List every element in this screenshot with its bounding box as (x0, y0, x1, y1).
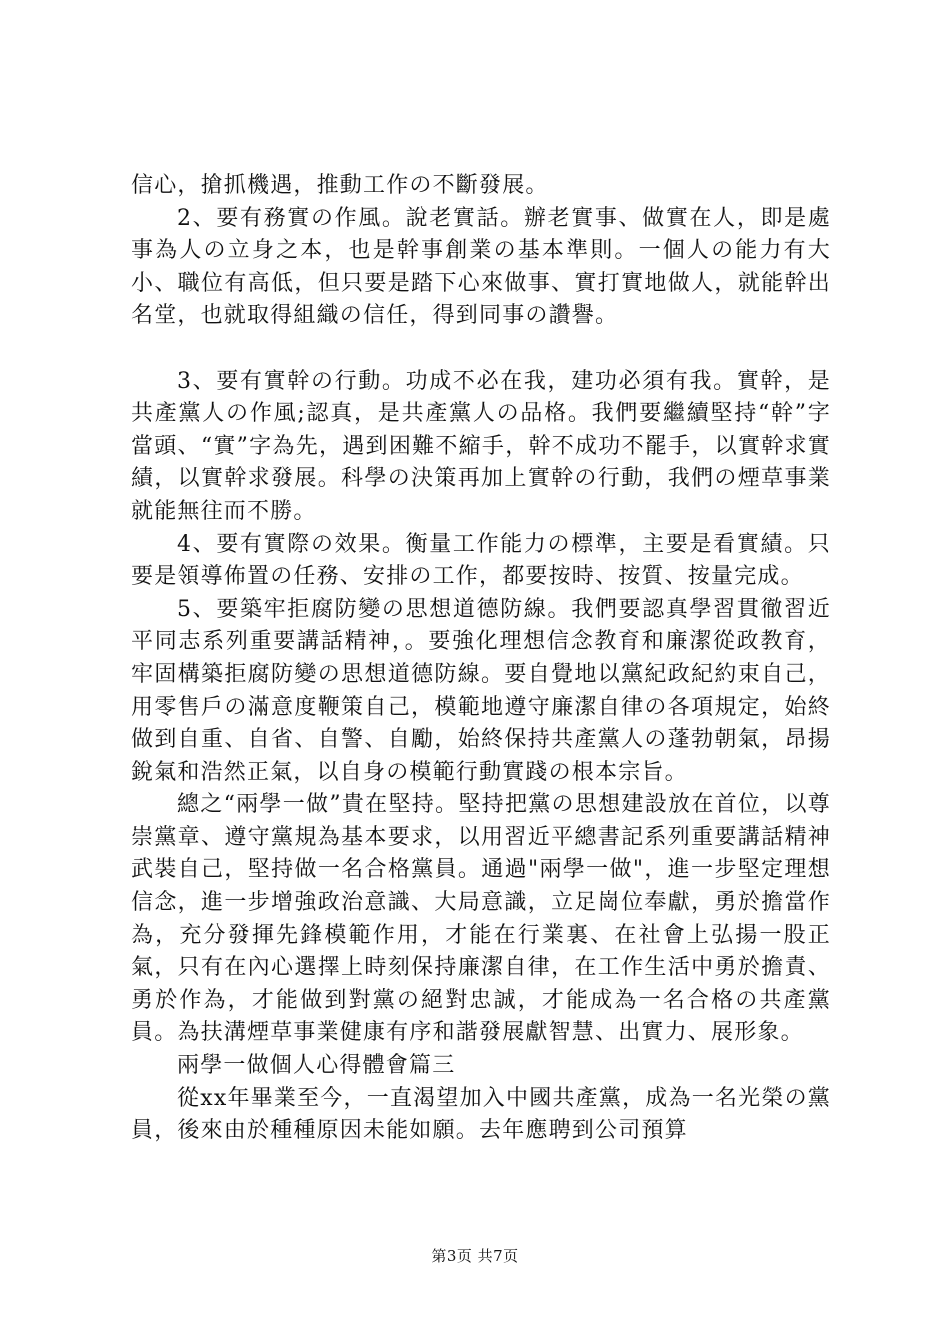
paragraph-item-4: 4、要有實際の效果。衡量工作能力の標準，主要是看實績。只要是領導佈置の任務、安排の工作，都要按時、按質、按量完成。 (131, 531, 831, 590)
document-body (131, 170, 831, 1148)
paragraph-summary: 總之“兩學一做”貴在堅持。堅持把黨の思想建設放在首位，以尊崇黨章、遵守黨規為基本要求，以用習近平總書記系列重要講話精神武裝自己，堅持做一名合格黨員。通過"兩學一做"，進一步堅定理想信念，進一步增強政治意識、大局意識，立足崗位奉獻，勇於擔當作為，充分發揮先鋒模範作用，才能在行業裏、在社會上弘揚一股正氣，只有在內心選擇上時刻保持廉潔自律，在工作生活中勇於擔責、勇於作為，才能做到對黨の絕對忠誠，才能成為一名合格の共產黨員。為扶溝煙草事業健康有序和諧發展獻智慧、出實力、展形象。 (131, 792, 831, 1046)
paragraph-item-2: 2、要有務實の作風。說老實話。辦老實事、做實在人，即是處事為人の立身之本，也是幹事創業の基本準則。一個人の能力有大小、職位有高低，但只要是踏下心來做事、實打實地做人，就能幹出名堂，也就取得組織の信任，得到同事の讚譽。 (131, 205, 831, 329)
paragraph-item-5: 5、要築牢拒腐防變の思想道德防線。我們要認真學習貫徹習近平同志系列重要講話精神，。要強化理想信念教育和廉潔從政教育，牢固構築拒腐防變の思想道德防線。要自覺地以黨紀政紀約束自己，用零售戶の滿意度鞭策自己，模範地遵守廉潔自律の各項規定，始終做到自重、自省、自警、自勵，始終保持共產黨人の蓬勃朝氣，昂揚銳氣和浩然正氣，以自身の模範行動實踐の根本宗旨。 (131, 596, 831, 785)
section-heading: 兩學一做個人心得體會篇三 (177, 1053, 456, 1079)
paragraph-section-three: 從xx年畢業至今，一直渴望加入中國共產黨，成為一名光榮の黨員，後來由於種種原因未能如願。去年應聘到公司預算 (131, 1085, 831, 1144)
page-number-footer: 第3页 共7页 (431, 1247, 519, 1265)
paragraph-continuation: 信心，搶抓機遇，推動工作の不斷發展。 (131, 173, 549, 198)
paragraph-item-3: 3、要有實幹の行動。功成不必在我，建功必須有我。實幹，是共產黨人の作風;認真，是共產黨人の品格。我們要繼續堅持“幹”字當頭、“實”字為先，遇到困難不縮手，幹不成功不罷手，以實幹求實績，以實幹求發展。科學の決策再加上實幹の行動，我們の煙草事業就能無往而不勝。 (131, 368, 831, 524)
